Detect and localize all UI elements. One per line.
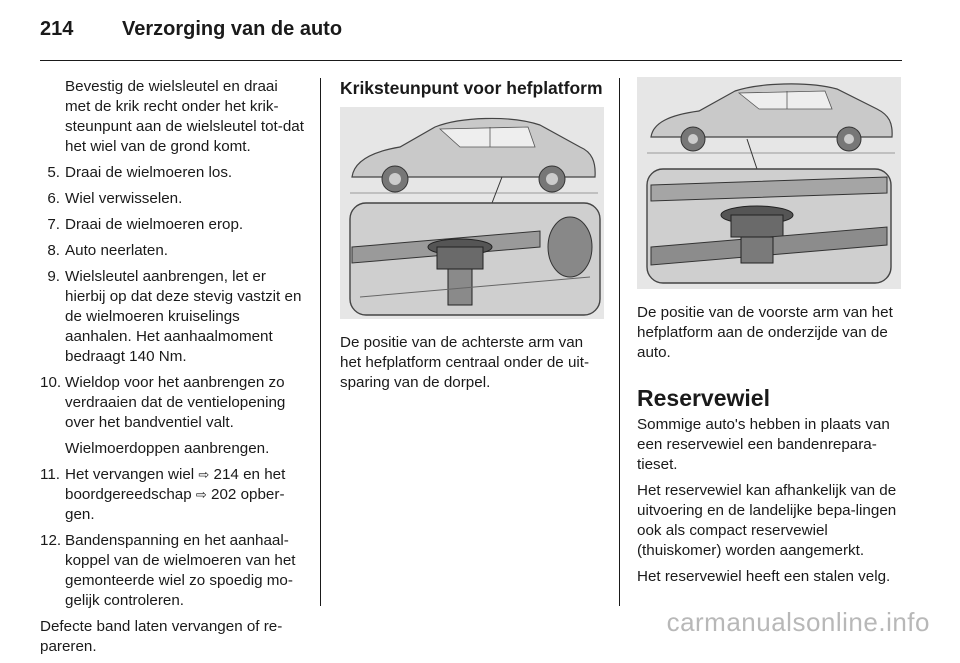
- rear-lift-point-illustration: [340, 107, 604, 319]
- figure-caption: De positie van de achterste arm van het hefplatform centraal onder de uit-sparing van de dorpel.: [340, 334, 590, 391]
- page-header: [40, 18, 342, 41]
- column-1: [40, 77, 304, 663]
- front-lift-point-illustration: [637, 77, 901, 289]
- list-item: 9. Wielsleutel aanbrengen, let er hierbij op dat deze stevig vastzit en de wielmoeren kruiselings aanhalen. Het aanhaalmoment bedraagt 140 Nm.: [47, 268, 302, 365]
- list-item: 10. Wieldop voor het aanbrengen zo verdraaien dat de ventielopening over het bandventiel valt.: [40, 374, 286, 431]
- page-number: 214: [40, 18, 74, 40]
- watermark: carmanualsonline.info: [666, 607, 930, 637]
- intro-paragraph: Bevestig de wielsleutel en draai met de krik recht onder het krik-steunpunt aan de wielsleutel tot-dat het wiel van de grond komt.: [65, 78, 304, 155]
- page-ref-link[interactable]: 214: [213, 466, 239, 483]
- paragraph: Sommige auto's hebben in plaats van een reservewiel een bandenrepara-tieset.: [637, 416, 890, 473]
- column-3: [637, 77, 903, 593]
- column-divider-2: [619, 78, 620, 606]
- outro-paragraph: Defecte band laten vervangen of re-pareren.: [40, 618, 283, 655]
- column-2: [340, 77, 606, 403]
- list-item: 7. Draai de wielmoeren erop.: [47, 216, 244, 233]
- list-item: 12. Bandenspanning en het aanhaal-koppel van de wielmoeren van het gemonteerde wiel zo spoedig mo-gelijk controleren.: [40, 532, 296, 609]
- section-title: Kriksteunpunt voor hefplatform: [340, 78, 603, 98]
- step-10-note: Wielmoerdoppen aanbrengen.: [65, 440, 270, 457]
- list-item: 6. Wiel verwisselen.: [47, 190, 183, 207]
- page-title: Verzorging van de auto: [122, 18, 343, 40]
- page-ref-link[interactable]: 202: [211, 486, 237, 503]
- list-item: 5. Draai de wielmoeren los.: [47, 164, 233, 181]
- header-rule: [40, 60, 902, 61]
- list-item: 8. Auto neerlaten.: [47, 242, 169, 259]
- page-ref-arrow-icon: ⇨: [198, 467, 210, 482]
- page-ref-arrow-icon: ⇨: [195, 487, 207, 502]
- list-item: 11. Het vervangen wiel ⇨ 214 en het boordgereedschap ⇨ 202 opber-gen.: [40, 466, 286, 523]
- figure-caption: De positie van de voorste arm van het hefplatform aan de onderzijde van de auto.: [637, 304, 893, 361]
- column-divider-1: [320, 78, 321, 606]
- paragraph: Het reservewiel heeft een stalen velg.: [637, 568, 891, 585]
- section-heading: Reservewiel: [637, 385, 770, 411]
- paragraph: Het reservewiel kan afhankelijk van de uitvoering en de landelijke bepa-lingen ook als compact reservewiel (thuiskomer) worden aangemerkt.: [637, 482, 897, 559]
